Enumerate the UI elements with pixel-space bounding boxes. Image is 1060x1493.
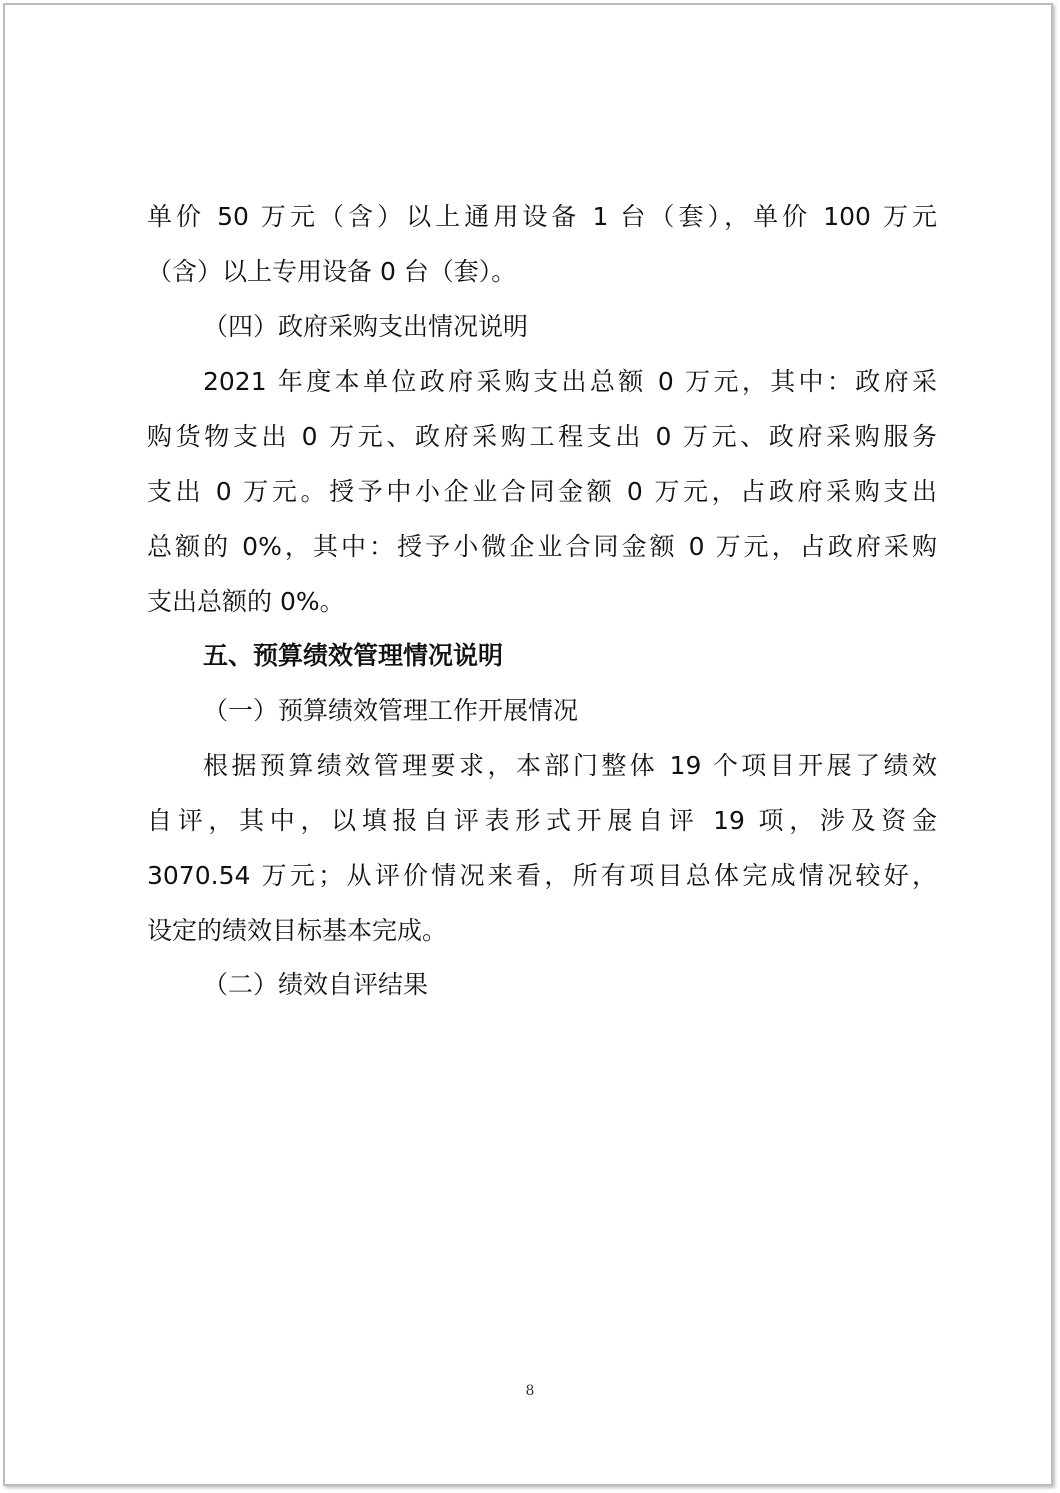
text-line: 总额的 0%，其中：授予小微企业合同金额 0 万元，占政府采购 [147, 532, 937, 561]
text-line: （含）以上专用设备 0 台（套）。 [147, 257, 517, 286]
text-line: 支出总额的 0%。 [147, 587, 345, 616]
page-number: 8 [525, 1383, 535, 1399]
text-line: 自评，其中，以填报自评表形式开展自评 19 项，涉及资金 [147, 806, 937, 835]
section-heading: （四）政府采购支出情况说明 [203, 312, 529, 341]
text-line: 2021 年度本单位政府采购支出总额 0 万元，其中：政府采 [203, 367, 937, 396]
subsection-heading: （二）绩效自评结果 [203, 970, 429, 999]
subsection-heading: （一）预算绩效管理工作开展情况 [203, 696, 579, 725]
text-line: 购货物支出 0 万元、政府采购工程支出 0 万元、政府采购服务 [147, 422, 937, 451]
text-line: 设定的绩效目标基本完成。 [147, 916, 448, 945]
text-line: 根据预算绩效管理要求，本部门整体 19 个项目开展了绩效 [203, 751, 937, 780]
text-line: 3070.54 万元；从评价情况来看，所有项目总体完成情况较好， [147, 861, 937, 890]
text-line: 单价 50 万元（含）以上通用设备 1 台（套），单价 100 万元 [147, 202, 937, 231]
section-heading: 五、预算绩效管理情况说明 [203, 641, 504, 670]
text-line: 支出 0 万元。授予中小企业合同金额 0 万元，占政府采购支出 [147, 477, 937, 506]
